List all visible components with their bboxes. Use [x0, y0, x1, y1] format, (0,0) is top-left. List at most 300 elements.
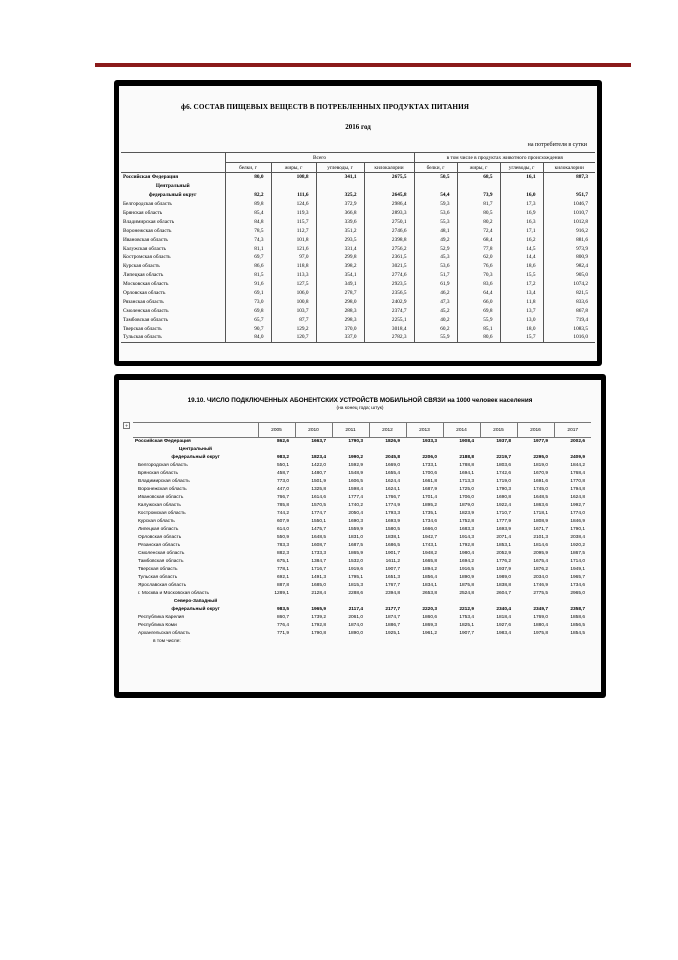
cell-value — [414, 182, 457, 191]
cell-value: 1733,1 — [422, 463, 437, 469]
cell-value: 13,4 — [500, 289, 543, 298]
cell-value: 1384,7 — [311, 559, 326, 565]
cell-value: 1670,9 — [533, 471, 548, 477]
table1-sheet — [119, 86, 597, 361]
table1-col-header: килокалории — [543, 163, 595, 173]
cell-value: 124,6 — [271, 200, 316, 209]
cell-value — [369, 446, 406, 454]
cell-value: 2255,1 — [364, 315, 414, 324]
cell-value — [443, 638, 480, 646]
cell-value: 1694,1 — [459, 471, 474, 477]
table2-corner — [133, 423, 258, 438]
row-label: Липецкая область — [138, 527, 179, 533]
cell-value: 1777,9 — [496, 519, 511, 525]
table-row — [133, 638, 591, 646]
cell-value: 1907,7 — [459, 631, 474, 637]
cell-value: 13,0 — [500, 315, 543, 324]
row-label: Республика Коми — [138, 623, 177, 629]
cell-value: 1753,4 — [459, 615, 474, 621]
cell-value: 1854,5 — [570, 631, 585, 637]
year-header: 2005 — [258, 423, 295, 438]
cell-value: 55,9 — [414, 333, 457, 342]
table-row — [121, 200, 595, 209]
cell-value: 1977,9 — [533, 439, 548, 445]
table-row — [121, 173, 595, 182]
cell-value: 1790,3 — [348, 439, 363, 445]
cell-value: 52,9 — [414, 244, 457, 253]
table-row — [133, 478, 591, 486]
cell-value: 48,1 — [414, 226, 457, 235]
cell-value: 45,2 — [414, 306, 457, 315]
cell-value: 1714,0 — [570, 559, 585, 565]
table-row — [133, 558, 591, 566]
table-row — [133, 582, 591, 590]
cell-value — [364, 182, 414, 191]
cell-value: 1925,1 — [385, 631, 400, 637]
cell-value: 370,0 — [316, 324, 364, 333]
cell-value: 1894,2 — [422, 567, 437, 573]
cell-value: 1735,1 — [422, 511, 437, 517]
row-label: Московская область — [123, 281, 169, 288]
cell-value: 70,3 — [457, 271, 500, 280]
cell-value: 90,7 — [225, 324, 271, 333]
cell-value: 1725,0 — [459, 487, 474, 493]
cell-value: 101,8 — [271, 235, 316, 244]
year-header: 2012 — [369, 423, 406, 438]
cell-value: 1865,9 — [348, 551, 363, 557]
cell-value: 1768,4 — [570, 471, 585, 477]
table-row — [121, 306, 595, 315]
table1-col-header: углеводы, г — [500, 163, 543, 173]
cell-value: 2340,4 — [496, 607, 511, 613]
cell-value: 982,4 — [543, 262, 595, 271]
cell-value: 2394,8 — [385, 591, 400, 597]
cell-value: 1774,7 — [311, 511, 326, 517]
cell-value: 73,0 — [225, 297, 271, 306]
cell-value: 68,5 — [457, 173, 500, 182]
cell-value: 80,6 — [457, 333, 500, 342]
cell-value: 1815,3 — [348, 583, 363, 589]
cell-value: 2986,4 — [364, 200, 414, 209]
cell-value: 771,9 — [276, 631, 289, 637]
cell-value: 1886,7 — [385, 623, 400, 629]
cell-value — [554, 446, 591, 454]
year-header: 2016 — [517, 423, 554, 438]
cell-value — [554, 638, 591, 646]
cell-value: 833,6 — [543, 297, 595, 306]
cell-value: 85,4 — [225, 209, 271, 218]
row-label: Ярославская область — [138, 583, 187, 589]
cell-value: 17,3 — [500, 200, 543, 209]
table1-col-header: белки, г — [414, 163, 457, 173]
table-row — [121, 244, 595, 253]
cell-value: 1743,1 — [422, 543, 437, 549]
year-header: 2011 — [332, 423, 369, 438]
cell-value: 118,8 — [271, 262, 316, 271]
cell-value — [258, 446, 295, 454]
cell-value — [332, 446, 369, 454]
cell-value: 1074,2 — [543, 280, 595, 289]
table2-title: 19.10. ЧИСЛО ПОДКЛЮЧЕННЫХ АБОНЕНТСКИХ УСТРОЙСТВ МОБИЛЬНОЙ СВЯЗИ на 1000 человек населения — [187, 397, 533, 404]
cell-value: 354,1 — [316, 271, 364, 280]
cell-value: 372,9 — [316, 200, 364, 209]
row-label: Смоленская область — [138, 551, 185, 557]
food-composition-table — [121, 152, 595, 343]
row-label: Ивановская область — [138, 495, 184, 501]
cell-value: 18,0 — [500, 324, 543, 333]
table2-subtitle: (на конец года; штук) — [336, 406, 384, 411]
mobile-subscribers-table — [133, 422, 591, 646]
cell-value — [443, 446, 480, 454]
table-row — [133, 606, 591, 614]
cell-value: 862,6 — [276, 439, 289, 445]
cell-value — [295, 446, 332, 454]
year-header: 2015 — [480, 423, 517, 438]
cell-value: 1819,0 — [533, 463, 548, 469]
cell-value: 1475,7 — [311, 527, 326, 533]
cell-value: 1710,7 — [496, 511, 511, 517]
cell-value: 86,6 — [225, 262, 271, 271]
cell-value: 1700,6 — [422, 471, 437, 477]
cell-value: 14,5 — [500, 244, 543, 253]
cell-value: 1838,8 — [496, 583, 511, 589]
cell-value: 2177,7 — [385, 607, 400, 613]
cell-value: 2219,7 — [496, 455, 511, 461]
cell-value: 1869,3 — [422, 623, 437, 629]
cell-value: 1856,4 — [422, 575, 437, 581]
cell-value: 1669,0 — [385, 463, 400, 469]
cell-value: 783,3 — [276, 543, 289, 549]
cell-value: 1694,2 — [459, 559, 474, 565]
cell-value: 2052,9 — [496, 551, 511, 557]
cell-value: 1867,5 — [570, 551, 585, 557]
cell-value: 550,9 — [276, 535, 289, 541]
row-label: Тверская область — [123, 325, 162, 332]
cell-value — [480, 638, 517, 646]
cell-value — [295, 598, 332, 606]
cell-value: 115,7 — [271, 217, 316, 226]
cell-value: 1550,1 — [311, 519, 326, 525]
row-label: Рязанская область — [123, 298, 164, 305]
cell-value: 1770,8 — [570, 479, 585, 485]
row-label: г. Москва и Московская область — [138, 591, 209, 597]
cell-value: 1624,8 — [570, 495, 585, 501]
cell-value: 2071,4 — [496, 535, 511, 541]
table-row — [121, 191, 595, 200]
cell-value — [500, 182, 543, 191]
cell-value: 1790,3 — [496, 487, 511, 493]
row-label: Российская Федерация — [123, 174, 179, 181]
cell-value: 1895,2 — [422, 503, 437, 509]
cell-value: 951,7 — [543, 191, 595, 200]
cell-value: 1570,5 — [311, 503, 326, 509]
row-label: Белгородская область — [138, 463, 188, 469]
cell-value: 1790,8 — [311, 631, 326, 637]
table-row — [133, 438, 591, 447]
row-label: Костромская область — [123, 254, 171, 261]
cell-value: 1922,4 — [496, 503, 511, 509]
cell-value — [406, 446, 443, 454]
cell-value: 46,2 — [414, 289, 457, 298]
expand-icon[interactable]: + — [124, 423, 129, 428]
row-label: Владимирская область — [123, 218, 175, 225]
cell-value: 719,4 — [543, 315, 595, 324]
cell-value: 83,6 — [457, 280, 500, 289]
table-row — [133, 542, 591, 550]
table-row — [121, 280, 595, 289]
table1-col-header: жиры, г — [457, 163, 500, 173]
cell-value — [258, 638, 295, 646]
cell-value: 59,3 — [414, 200, 457, 209]
cell-value: 1532,0 — [348, 559, 363, 565]
cell-value: 127,5 — [271, 280, 316, 289]
cell-value: 1690,3 — [348, 519, 363, 525]
table-row — [121, 217, 595, 226]
cell-value: 692,1 — [276, 575, 289, 581]
cell-value: 1713,3 — [459, 479, 474, 485]
cell-value: 1793,3 — [385, 511, 400, 517]
cell-value: 882,3 — [276, 551, 289, 557]
cell-value: 607,9 — [276, 519, 289, 525]
cell-value: 16,9 — [500, 209, 543, 218]
cell-value: 1776,2 — [496, 559, 511, 565]
row-label: Воронежская область — [123, 227, 172, 234]
cell-value: 1863,6 — [533, 503, 548, 509]
cell-value: 867,8 — [543, 306, 595, 315]
cell-value: 773,0 — [276, 479, 289, 485]
cell-value — [517, 638, 554, 646]
cell-value: 103,7 — [271, 306, 316, 315]
cell-value: 1769,0 — [533, 615, 548, 621]
cell-value: 458,7 — [276, 471, 289, 477]
cell-value: 68,4 — [457, 235, 500, 244]
cell-value: 2349,7 — [533, 607, 548, 613]
cell-value: 84,0 — [225, 333, 271, 342]
cell-value: 1975,8 — [533, 631, 548, 637]
row-label: Центральный — [178, 447, 212, 453]
table-row — [133, 622, 591, 630]
cell-value: 2220,3 — [422, 607, 437, 613]
cell-value: 1989,0 — [496, 575, 511, 581]
cell-value: 1666,0 — [422, 527, 437, 533]
cell-value: 744,2 — [276, 511, 289, 517]
cell-value: 1491,3 — [311, 575, 326, 581]
row-label: федеральный округ — [171, 455, 220, 461]
cell-value: 1624,1 — [385, 487, 400, 493]
cell-value: 2398,8 — [364, 235, 414, 244]
cell-value: 72,4 — [457, 226, 500, 235]
cell-value: 16,0 — [500, 191, 543, 200]
cell-value: 1687,9 — [422, 487, 437, 493]
cell-value: 74,3 — [225, 235, 271, 244]
cell-value: 2356,5 — [364, 289, 414, 298]
cell-value — [543, 182, 595, 191]
cell-value: 17,1 — [500, 226, 543, 235]
row-label: Брянская область — [138, 471, 178, 477]
cell-value: 860,7 — [276, 615, 289, 621]
cell-value: 398,2 — [316, 262, 364, 271]
cell-value: 2782,3 — [364, 333, 414, 342]
cell-value: 1825,1 — [459, 623, 474, 629]
cell-value: 2893,3 — [364, 209, 414, 218]
cell-value: 2750,1 — [364, 217, 414, 226]
cell-value — [480, 446, 517, 454]
table-row — [121, 262, 595, 271]
cell-value: 1823,9 — [459, 511, 474, 517]
cell-value: 1766,7 — [385, 495, 400, 501]
row-label: Липецкая область — [123, 272, 164, 279]
row-label: Орловская область — [138, 535, 182, 541]
cell-value: 1683,3 — [459, 527, 474, 533]
table-row — [133, 630, 591, 638]
cell-value: 1853,1 — [496, 543, 511, 549]
cell-value: 85,1 — [457, 324, 500, 333]
cell-value: 1614,6 — [311, 495, 326, 501]
cell-value: 81,5 — [225, 271, 271, 280]
cell-value — [271, 182, 316, 191]
cell-value: 881,6 — [543, 235, 595, 244]
year-header: 2013 — [406, 423, 443, 438]
row-label: Орловская область — [123, 290, 166, 297]
table-row — [133, 614, 591, 622]
cell-value: 1608,7 — [311, 543, 326, 549]
cell-value: 100,8 — [271, 297, 316, 306]
cell-value — [316, 182, 364, 191]
cell-value: 1734,6 — [570, 583, 585, 589]
cell-value: 331,4 — [316, 244, 364, 253]
cell-value — [332, 638, 369, 646]
cell-value: 1876,2 — [533, 567, 548, 573]
cell-value: 349,1 — [316, 280, 364, 289]
cell-value: 64,4 — [457, 289, 500, 298]
table-row — [133, 454, 591, 462]
cell-value: 1746,9 — [533, 583, 548, 589]
cell-value: 1949,1 — [570, 567, 585, 573]
cell-value: 1803,6 — [496, 463, 511, 469]
cell-value: 1990,2 — [348, 455, 363, 461]
cell-value: 81,1 — [225, 244, 271, 253]
table-row — [121, 253, 595, 262]
cell-value: 351,2 — [316, 226, 364, 235]
cell-value: 78,5 — [225, 226, 271, 235]
cell-value: 766,7 — [276, 495, 289, 501]
cell-value: 16,2 — [500, 235, 543, 244]
row-label: Владимирская область — [138, 479, 190, 485]
cell-value: 2923,5 — [364, 280, 414, 289]
cell-value: 1624,4 — [385, 479, 400, 485]
row-label: Брянская область — [123, 210, 163, 216]
table-row — [121, 289, 595, 298]
cell-value: 1606,5 — [348, 479, 363, 485]
cell-value: 1856,5 — [570, 623, 585, 629]
cell-value: 288,3 — [316, 306, 364, 315]
table-row — [121, 271, 595, 280]
cell-value: 1012,8 — [543, 217, 595, 226]
cell-value: 1777,4 — [348, 495, 363, 501]
cell-value: 2965,0 — [570, 591, 585, 597]
table-row — [121, 297, 595, 306]
row-label: в том числе: — [153, 639, 181, 645]
cell-value: 106,0 — [271, 289, 316, 298]
row-label: Тамбовская область — [138, 559, 184, 565]
cell-value: 299,8 — [316, 253, 364, 262]
cell-value: 973,9 — [543, 244, 595, 253]
cell-value: 1792,8 — [311, 623, 326, 629]
cell-value — [369, 598, 406, 606]
row-label: Курская область — [123, 263, 160, 270]
year-header: 2014 — [443, 423, 480, 438]
cell-value: 1010,7 — [543, 209, 595, 218]
cell-value: 2409,9 — [570, 455, 585, 461]
cell-value: 776,4 — [276, 623, 289, 629]
row-label: Костромская область — [138, 511, 186, 517]
cell-value: 1774,0 — [570, 511, 585, 517]
cell-value: 2374,7 — [364, 306, 414, 315]
cell-value — [517, 446, 554, 454]
cell-value: 69,1 — [225, 289, 271, 298]
cell-value: 1422,0 — [311, 463, 326, 469]
cell-value: 1742,6 — [496, 471, 511, 477]
table-row — [133, 494, 591, 502]
table-row — [121, 333, 595, 342]
table-row — [133, 566, 591, 574]
cell-value: 1879,0 — [459, 503, 474, 509]
row-label: Ивановская область — [123, 236, 168, 243]
year-header: 2017 — [554, 423, 591, 438]
cell-value: 2095,9 — [533, 551, 548, 557]
cell-value: 111,6 — [271, 191, 316, 200]
cell-value: 614,0 — [276, 527, 289, 533]
cell-value: 1834,1 — [422, 583, 437, 589]
cell-value: 2128,4 — [311, 591, 326, 597]
cell-value: 1948,2 — [422, 551, 437, 557]
cell-value: 1663,7 — [311, 439, 326, 445]
row-label: Северо-Западный — [173, 599, 218, 605]
cell-value: 675,1 — [276, 559, 289, 565]
cell-value: 1648,5 — [533, 495, 548, 501]
cell-value: 778,1 — [276, 567, 289, 573]
cell-value: 1792,8 — [459, 543, 474, 549]
row-label: Калужская область — [123, 245, 166, 252]
table1-corner — [121, 153, 225, 173]
cell-value: 1734,6 — [422, 519, 437, 525]
cell-value: 1942,7 — [422, 535, 437, 541]
cell-value: 1992,7 — [570, 503, 585, 509]
table1-year: 2016 год — [345, 123, 371, 131]
row-label: Тульская область — [121, 333, 225, 342]
cell-value: 17,2 — [500, 280, 543, 289]
cell-value: 2746,6 — [364, 226, 414, 235]
cell-value: 2653,8 — [422, 591, 437, 597]
cell-value: 1890,0 — [348, 631, 363, 637]
cell-value: 49,2 — [414, 235, 457, 244]
cell-value: 1083,5 — [543, 324, 595, 333]
cell-value: 1719,0 — [496, 479, 511, 485]
table-row — [133, 526, 591, 534]
cell-value: 293,5 — [316, 235, 364, 244]
cell-value: 1580,5 — [385, 527, 400, 533]
cell-value: 2206,0 — [422, 455, 437, 461]
cell-value — [295, 638, 332, 646]
cell-value: 80,2 — [457, 217, 500, 226]
cell-value: 1818,4 — [496, 615, 511, 621]
table-row — [133, 518, 591, 526]
cell-value: 81,7 — [457, 200, 500, 209]
cell-value: 53,6 — [414, 262, 457, 271]
cell-value: 1046,7 — [543, 200, 595, 209]
table1-col-header: жиры, г — [271, 163, 316, 173]
cell-value — [258, 598, 295, 606]
